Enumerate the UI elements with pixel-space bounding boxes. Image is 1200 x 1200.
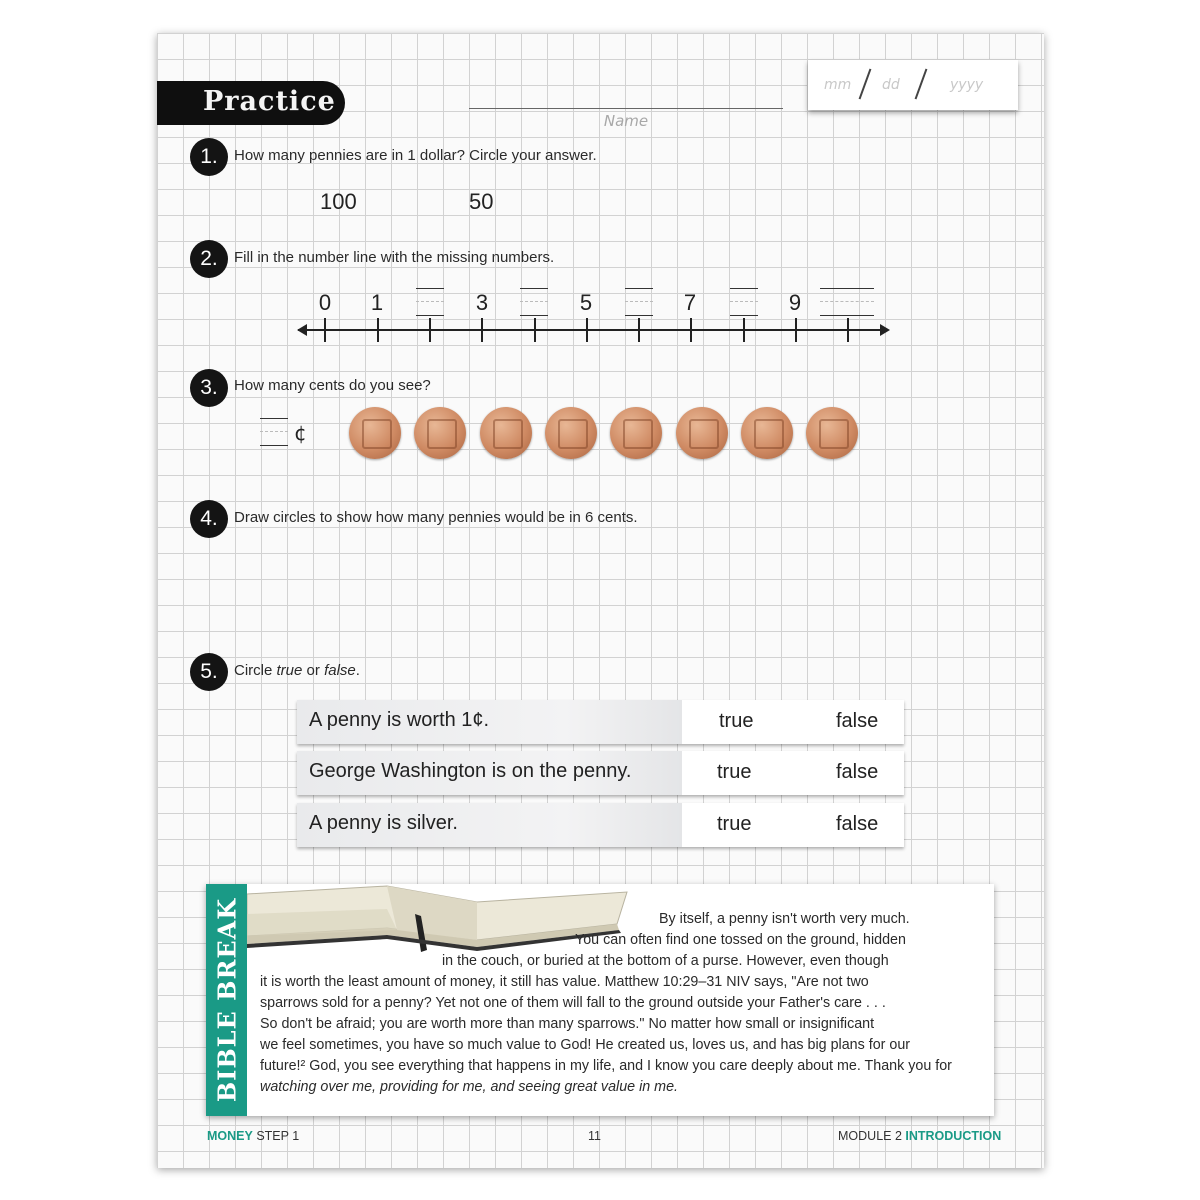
false-option[interactable]: false [836, 761, 879, 783]
number-blank[interactable] [730, 288, 758, 318]
bible-break-text: future!² God, you see everything that happens in my life, and I know you care deeply about me. Thank you for [260, 1058, 952, 1074]
true-option[interactable]: true [717, 761, 752, 783]
footer-step: STEP 1 [256, 1129, 300, 1143]
penny-icon [349, 407, 401, 459]
question-text: Circle true or false. [234, 662, 360, 679]
number-line-tick [481, 318, 483, 342]
number-blank[interactable] [820, 288, 874, 318]
number-line-label: 7 [683, 290, 697, 315]
penny-icon [610, 407, 662, 459]
true-option[interactable]: true [717, 813, 752, 835]
true-false-row [297, 803, 904, 847]
number-line-tick [638, 318, 640, 342]
practice-banner [157, 81, 345, 125]
question-text: Fill in the number line with the missing numbers. [234, 249, 555, 266]
date-box[interactable] [808, 60, 1018, 110]
statement-text: A penny is silver. [309, 812, 458, 834]
number-line-tick [690, 318, 692, 342]
question-number: 4. [190, 500, 228, 538]
number-line-tick [324, 318, 326, 342]
question-text: How many pennies are in 1 dollar? Circle your answer. [234, 147, 597, 164]
number-line-label: 3 [475, 290, 489, 315]
drawing-area[interactable] [234, 540, 994, 650]
bible-break-text: we feel sometimes, you have so much value to God! He created us, loves us, and has big plans for our [260, 1037, 911, 1053]
number-line-tick [847, 318, 849, 342]
footer-subject: MONEY [207, 1129, 253, 1143]
number-line-label: 9 [788, 290, 802, 315]
bible-break-text: So don't be afraid; you are worth more than many sparrows." No matter how small or insignificant [260, 1016, 875, 1032]
penny-icon [676, 407, 728, 459]
penny-icon [414, 407, 466, 459]
penny-icon [545, 407, 597, 459]
false-option[interactable]: false [836, 710, 879, 732]
number-line-label: 5 [579, 290, 593, 315]
number-line-tick [586, 318, 588, 342]
page-title: Practice [203, 86, 336, 117]
false-option[interactable]: false [836, 813, 879, 835]
answer-option[interactable]: 50 [469, 189, 494, 214]
bible-break-text: in the couch, or buried at the bottom of a purse. However, even though [442, 953, 889, 969]
statement-text: George Washington is on the penny. [309, 760, 632, 782]
penny-icon [480, 407, 532, 459]
page-number: 11 [588, 1129, 601, 1143]
true-false-row [297, 751, 904, 795]
footer-left [207, 1129, 299, 1143]
bible-break-text: By itself, a penny isn't worth very much. [659, 911, 910, 927]
penny-icon [741, 407, 793, 459]
bible-break-sidebar [206, 884, 247, 1116]
number-line-label: 1 [370, 290, 384, 315]
date-slash [859, 69, 872, 100]
number-line-tick [795, 318, 797, 342]
bible-break-text: sparrows sold for a penny? Yet not one of them will fall to the ground outside your Father's care . . . [260, 995, 886, 1011]
cents-blank[interactable] [260, 418, 288, 448]
number-blank[interactable] [416, 288, 444, 318]
date-day: dd [882, 77, 900, 93]
footer-module: MODULE 2 [838, 1129, 902, 1143]
number-line-label: 0 [318, 290, 332, 315]
answer-option[interactable]: 100 [320, 189, 357, 214]
number-blank[interactable] [520, 288, 548, 318]
question-number: 2. [190, 240, 228, 278]
bible-break-text: it is worth the least amount of money, it still has value. Matthew 10:29–31 NIV says, "Are not two [260, 974, 869, 990]
date-month: mm [824, 77, 852, 93]
question-text: How many cents do you see? [234, 377, 431, 394]
number-line-tick [534, 318, 536, 342]
footer-right [838, 1129, 1001, 1143]
number-line-tick [377, 318, 379, 342]
penny-icon [806, 407, 858, 459]
bible-break-label: BIBLE BREAK [212, 897, 241, 1103]
cent-sign: ¢ [294, 421, 307, 445]
bible-break-text: watching over me, providing for me, and seeing great value in me. [260, 1079, 679, 1095]
true-option[interactable]: true [719, 710, 754, 732]
question-number: 3. [190, 369, 228, 407]
footer-section: INTRODUCTION [905, 1129, 1002, 1143]
name-label: Name [603, 112, 649, 130]
number-line-tick [743, 318, 745, 342]
date-slash [915, 69, 928, 100]
question-number: 1. [190, 138, 228, 176]
date-year: yyyy [950, 77, 984, 93]
question-text: Draw circles to show how many pennies would be in 6 cents. [234, 509, 638, 526]
statement-text: A penny is worth 1¢. [309, 709, 490, 731]
arrow-left-icon [297, 324, 307, 336]
number-line-axis [298, 329, 888, 331]
arrow-right-icon [880, 324, 890, 336]
true-false-row [297, 700, 904, 744]
name-input-line[interactable] [469, 108, 783, 109]
bible-break-text: You can often find one tossed on the ground, hidden [575, 932, 906, 948]
number-blank[interactable] [625, 288, 653, 318]
question-number: 5. [190, 653, 228, 691]
number-line-tick [429, 318, 431, 342]
